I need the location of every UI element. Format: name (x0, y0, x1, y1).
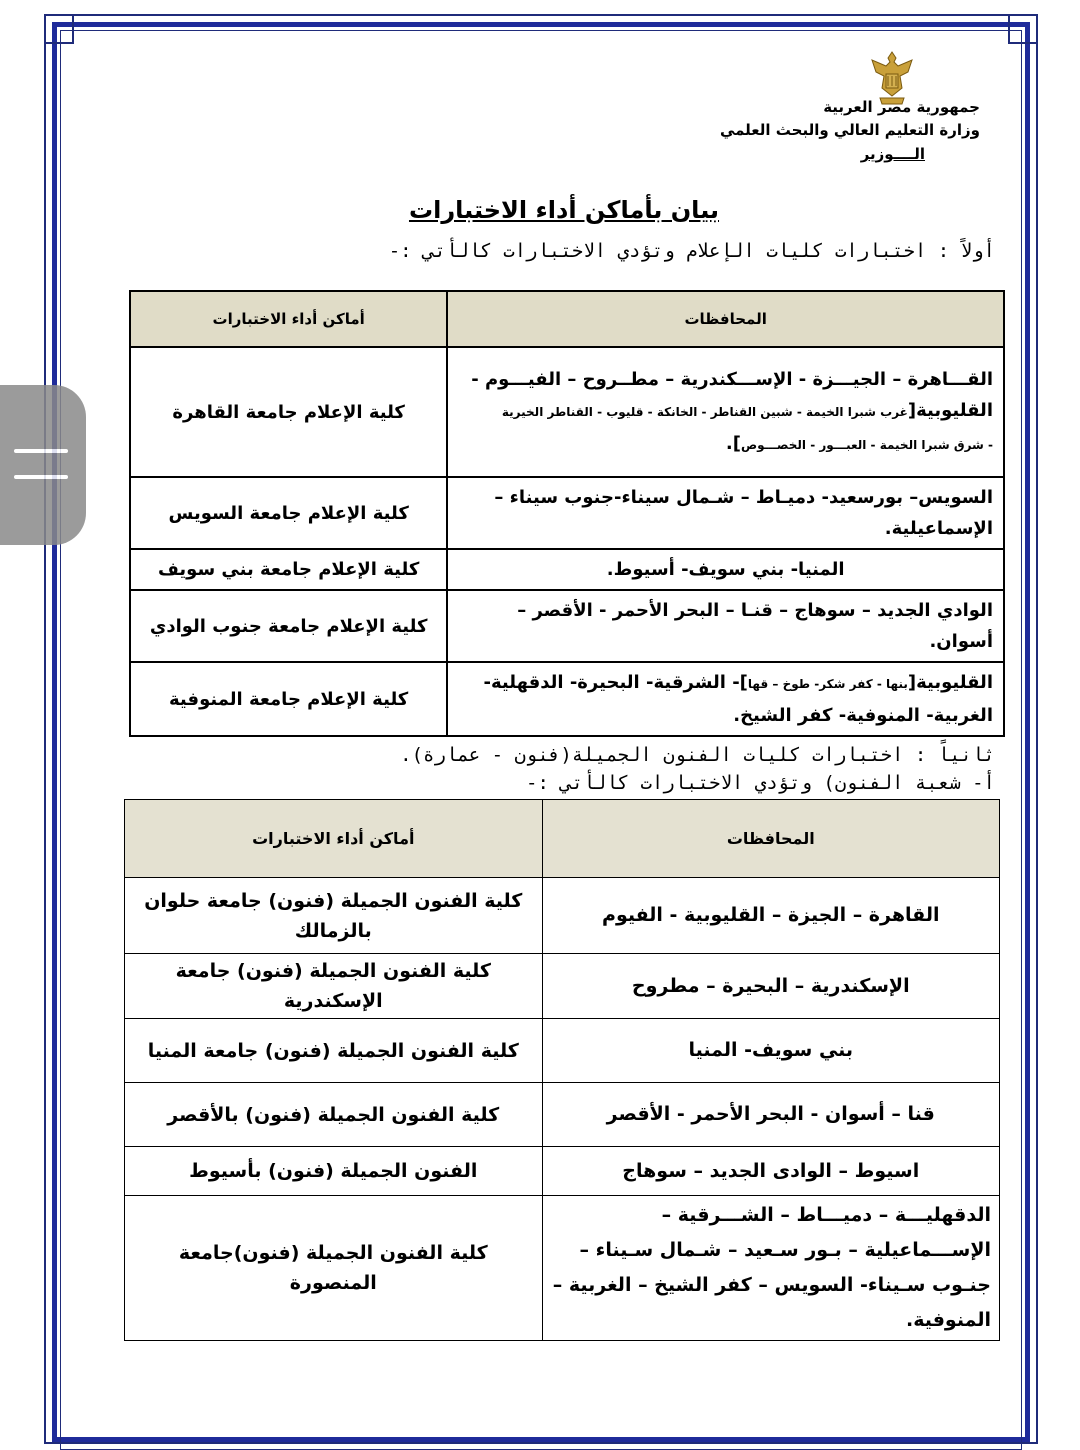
header-office: الــــوزير (860, 145, 925, 163)
location-cell: كلية الفنون الجميلة (فنون) جامعة الإسكندرية (125, 954, 543, 1019)
location-cell: كلية الإعلام جامعة المنوفية (130, 662, 447, 736)
districts-text: غرب شبرا الخيمة - شبين القناطر - الخانكة - قليوب - القناطر الخيرية (501, 404, 908, 419)
districts-text: بنها - كفر شكر- طوخ – قها (747, 677, 908, 691)
column-header-locations: أماكن أداء الاختبارات (125, 800, 543, 878)
drag-handle-icon (14, 449, 68, 453)
districts-text: - شرق شبرا الخيمة - العبـــور - الخصـــوص (740, 437, 993, 452)
table-row (130, 477, 1004, 549)
table-row (130, 347, 1004, 477)
frame-corner-top-left (44, 14, 74, 44)
governorates-cell (447, 347, 1004, 477)
governorates-cell: المنيا- بني سويف- أسيوط. (447, 549, 1004, 590)
location-cell: كلية الإعلام جامعة جنوب الوادي (130, 590, 447, 662)
table-header-row (125, 800, 1000, 878)
governorates-cell: قنا – أسوان - البحر الأحمر - الأقصر (542, 1083, 999, 1147)
media-exams-table (129, 290, 1005, 737)
fine-arts-exams-table (124, 799, 1000, 1341)
table-row (125, 954, 1000, 1019)
governorates-cell: اسيوط – الوادى الجديد – سوهاج (542, 1147, 999, 1196)
table-row (130, 590, 1004, 662)
scroll-handle[interactable] (0, 385, 86, 545)
header-country: جمهورية مصر العربية (823, 98, 980, 116)
location-cell: كلية الفنون الجميلة (فنون)جامعة المنصورة (125, 1196, 543, 1341)
governorate-text: القليوبية[ (907, 399, 993, 421)
table-row (125, 1019, 1000, 1083)
section2-subheading: أ- شعبة الفنون) وتؤدي الاختبارات كالأتي :- (526, 772, 995, 794)
page-title: بيان بأماكن أداء الاختبارات (408, 196, 720, 224)
location-cell: كلية الإعلام جامعة السويس (130, 477, 447, 549)
location-cell: كلية الفنون الجميلة (فنون) جامعة حلوان بالزمالك (125, 878, 543, 954)
frame-corner-top-right (1008, 14, 1038, 44)
location-cell: كلية الفنون الجميلة (فنون) جامعة المنيا (125, 1019, 543, 1083)
table-row (130, 662, 1004, 736)
governorates-line (458, 428, 993, 461)
drag-handle-icon (14, 475, 68, 479)
governorates-cell: القاهرة – الجيزة – القليوبية - الفيوم (542, 878, 999, 954)
governorates-line (458, 395, 993, 428)
table-row (125, 1083, 1000, 1147)
section1-heading: أولاً : اختبارات كليات الإعلام وتؤدي الاختبارات كالأتي :- (388, 240, 995, 262)
table-row (130, 549, 1004, 590)
table-header-row (130, 291, 1004, 347)
governorate-text: ]. (725, 432, 741, 454)
header-ministry: وزارة التعليم العالي والبحث العلمي (719, 121, 980, 139)
governorates-cell: الوادي الجديد – سوهاج – قنـا – البحر الأحمر - الأقصر – أسوان. (447, 590, 1004, 662)
location-cell: كلية الإعلام جامعة القاهرة (130, 347, 447, 477)
table-row (125, 1147, 1000, 1196)
location-cell: كلية الفنون الجميلة (فنون) بالأقصر (125, 1083, 543, 1147)
governorates-line: القـــاهرة – الجيـــزة - الإســـكندرية – مطــروح – الفيـــوم - (471, 368, 993, 390)
governorates-cell: الدقهليـــة – دميـــاط – الشـــرقية – الإســـماعيلية – بـور سـعيد – شـمال سـيناء – جنـوب سـيناء- السويس – كفر الشيخ – الغربية – المنوفية. (542, 1196, 999, 1341)
governorates-cell: بني سويف- المنيا (542, 1019, 999, 1083)
location-cell: الفنون الجميلة (فنون) بأسيوط (125, 1147, 543, 1196)
table-row (125, 1196, 1000, 1341)
column-header-governorates: المحافظات (542, 800, 999, 878)
governorate-text: القليوبية[ (907, 672, 993, 693)
column-header-locations: أماكن أداء الاختبارات (130, 291, 447, 347)
section2-heading: ثانياً : اختبارات كليات الفنون الجميلة(فنون - عمارة). (400, 744, 995, 766)
location-cell: كلية الإعلام جامعة بني سويف (130, 549, 447, 590)
column-header-governorates: المحافظات (447, 291, 1004, 347)
governorates-cell: الإسكندرية – البحيرة – مطروح (542, 954, 999, 1019)
governorates-cell (447, 662, 1004, 736)
governorate-text: ]- الشرقية- البحيرة- الدقهلية- الغربية- المنوفية- كفر الشيخ. (483, 672, 993, 726)
governorates-cell: السويس– بورسعيد- دميـاط – شـمال سيناء-جنوب سيناء – الإسماعيلية. (447, 477, 1004, 549)
table-row (125, 878, 1000, 954)
